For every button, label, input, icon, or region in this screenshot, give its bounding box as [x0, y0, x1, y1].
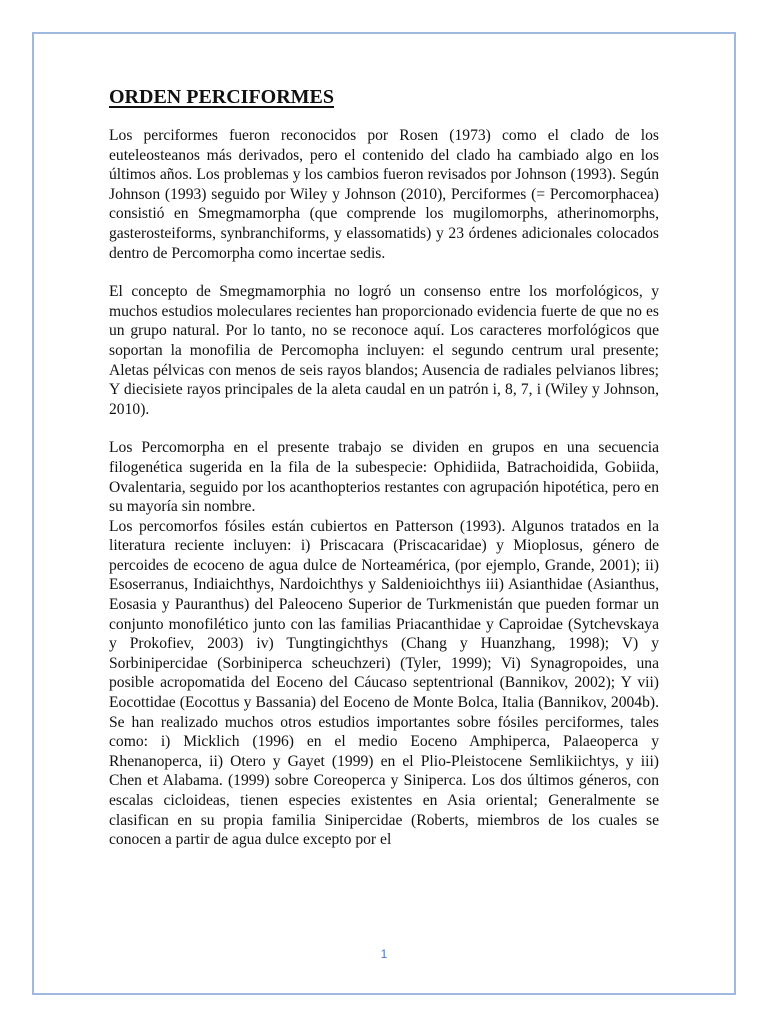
page-number: 1 — [380, 947, 388, 961]
document-body — [109, 84, 659, 850]
paragraph-smegmamorphia: El concepto de Smegmamorphia no logró un consenso entre los morfológicos, y muchos estudios moleculares recientes han proporcionado evidencia fuerte de que no es un grupo natural. Por lo tanto, no se reconoce aquí. Los caracteres morfológicos que soportan la monofilia de Percomopha incluyen: el segundo centrum ural presente; Aletas pélvicas con menos de seis rayos blandos; Ausencia de radiales pelvianos libres; Y diecisiete rayos principales de la aleta caudal en un patrón i, 8, 7, i (Wiley y Johnson, 2010). — [109, 283, 659, 418]
paragraph-fossil-percomorphs: Los percomorfos fósiles están cubiertos en Patterson (1993). Algunos tratados en la literatura reciente incluyen: i) Priscacara (Priscacaridae) y Mioplosus, género de percoides de ecoceno de agua dulce de Norteamérica, (por ejemplo, Grande, 2001); ii) Esoserranus, Indiaichthys, Nardoichthys y Saldenioichthys iii) Asianthidae (Asianthus, Eosasia y Pauranthus) del Paleoceno Superior de Turkmenistán que pueden formar un conjunto monofilético junto con las familias Priacanthidae y Caproidae (Sytchevskaya y Prokofiev, 2003) iv) Tungtingichthys (Chang y Huanzhang, 1998); V) y Sorbinipercidae (Sorbiniperca scheuchzeri) (Tyler, 1999); Vi) Synagropoides, una posible acropomatida del Eoceno del Cáucaso septentrional (Bannikov, 2002); Y vii) Eocottidae (Eocottus y Bassania) del Eoceno de Monte Bolca, Italia (Bannikov, 2004b). Se han realizado muchos otros estudios importantes sobre fósiles perciformes, tales como: i) Micklich (1996) en el medio Eoceno Amphiperca, Palaeoperca y Rhenanoperca, ii) Otero y Gayet (1999) en el Plio-Pleistocene Semlikiichtys, y iii) Chen et Alabama. (1999) sobre Coreoperca y Siniperca. Los dos últimos géneros, con escalas cicloideas, tienen especies existentes en Asia oriental; Generalmente se clasifican en su propia familia Sinipercidae (Roberts, miembros de los cuales se conocen a partir de agua dulce excepto por el — [109, 517, 659, 849]
paragraph-percomorpha-groups: Los Percomorpha en el presente trabajo se dividen en grupos en una secuencia filogenética sugerida en la fila de la subespecie: Ophidiida, Batrachoidida, Gobiida, Ovalentaria, seguido por los acanthopterios restantes con agrupación hipotética, pero en su mayoría sin nombre. — [109, 439, 659, 516]
document-title: ORDEN PERCIFORMES — [109, 86, 335, 108]
paragraph-intro: Los perciformes fueron reconocidos por Rosen (1973) como el clado de los euteleosteanos más derivados, pero el contenido del clado ha cambiado algo en los últimos años. Los problemas y los cambios fueron revisados por Johnson (1993). Según Johnson (1993) seguido por Wiley y Johnson (2010), Perciformes (= Percomorphacea) consistió en Smegmamorpha (que comprende los mugilomorphs, atherinomorphs, gasterosteiforms, synbranchiforms, y elassomatids) y 23 órdenes adicionales colocados dentro de Percomorpha como incertae sedis. — [109, 127, 659, 262]
